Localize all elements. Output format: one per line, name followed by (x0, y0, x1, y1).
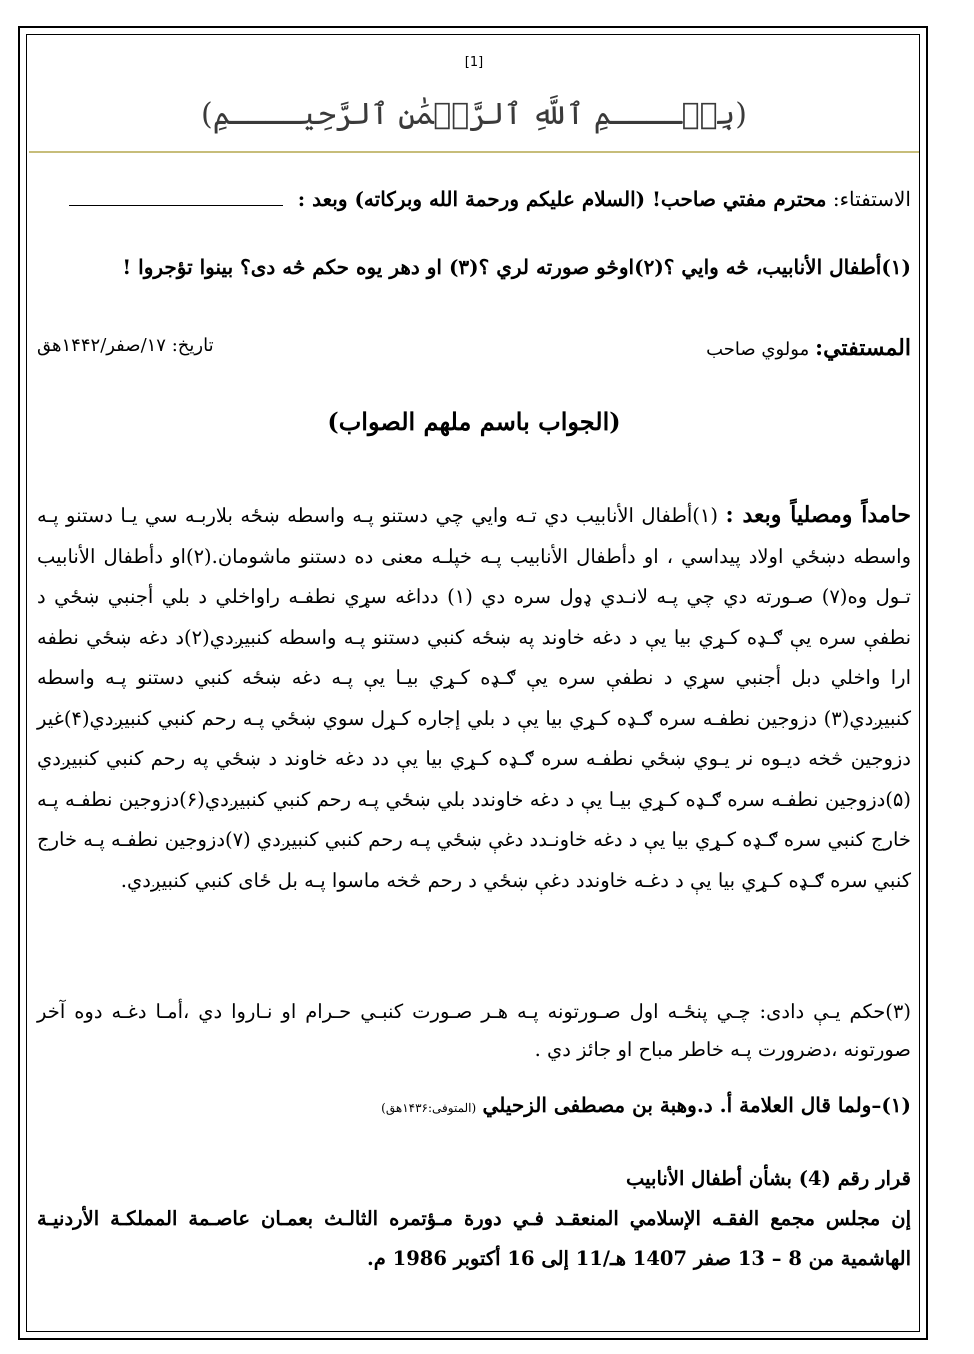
document-content (37, 35, 911, 1331)
citation-note: (المتوفى:۱۴۳۶هق) (381, 1101, 477, 1115)
asker-label: المستفتي: (814, 335, 911, 361)
resolution-line-1: إن مجلس مجمع الفقـه الإسلامي المنعقـد فـي دورة مـؤتمره الثالـث بعمـان عاصـمة المملكـة الأردنيـة (37, 1207, 911, 1230)
page-border-outer (18, 26, 928, 1340)
page-number: [1] (464, 55, 484, 70)
answer-paragraph-3: (۳)حکم يـې دادی: چـي پنځـه اول صـورتونه پـه هـر صـورت کنبـي حـرام او نـاروا دي ،أمـا دغـه دوه آخر صورتونه ،دضرورت پـه خاطر مباح او جائز دي . (37, 1000, 911, 1061)
resolution-block (37, 1159, 911, 1279)
resolution-line-2: الهاشمية من 8 – 13 صفر 1407 هـ/11 إلى 16 أكتوبر 1986 م. (367, 1247, 911, 1270)
question-greeting-line (37, 187, 911, 211)
citation-line (37, 1093, 911, 1117)
question-label: الاستفتاء: (832, 187, 911, 211)
signature-blank-line (69, 205, 283, 206)
answer-paragraph-1 (37, 495, 911, 901)
asker-line (37, 335, 911, 361)
answer-heading: (الجواب باسم ملهم الصواب) (327, 407, 621, 436)
header-divider (29, 151, 919, 153)
bismillah-header: (بِسۡــــمِ ٱللَّهِ ٱلرَّحۡمَٰنِ ٱلرَّحِيــــمِ) (201, 97, 747, 132)
asker-name: مولوي صاحب (706, 339, 810, 360)
resolution-title: قرار رقم (4) بشأن أطفال الأنابيب (626, 1167, 911, 1190)
question-greeting: محترم مفتي صاحب! (السلام عليكم ورحمة الله وبركاته) وبعد : (297, 187, 827, 211)
page-border-inner (26, 34, 920, 1332)
answer-lead: حامداً ومصلياً وبعد : (725, 502, 912, 528)
citation-text: (۱)–ولما قال العلامة أ. د.وهبة بن مصطفى الزحيلي (482, 1093, 911, 1117)
question-text: (۱)أطفال الأنابيب، څه وايي ؟(۲)اوڅو صورته لري ؟(۳) او دهر يوه حکم څه دی؟ بينوا تؤجروا ! (122, 255, 911, 279)
question-date: تاريخ: ۱۷/صفر/۱۴۴۲هق (37, 335, 214, 356)
answer-text-1: (۱)أطفال الأنابيب دي تـه وايي چي دستنو پـه واسطه ښځه بلاربـه سي يـا دستنو پـه واسطه دښځي اولاد پيداسي ، او دأطفال الأنابيب پـه خپلـه معنى ده دستنو ماشومان.(۲)او دأطفال الأنابيب تـول وه(۷) صـورته دي چي پـه لانـدي ډول سره دي (۱) دداغه سړي نطفـه راواخلي د بلي أجنبي ښځي د نطفې سره يې ګـډه کـړي بيا يې د دغه خاوند په ښځه کنبي دستنو پـه واسطه کنبيږدي(۲)د دغه ښځي نطفه ارا واخلي دبل أجنبي سړي د نطفې سره يې ګـډه کـړي بيـا يې پـه دغه ښځه کنبي دستنو پـه واسطه کنبيږدي(۳) دزوجين نطفـه سره ګـډه کـړي بيا يې د بلي إجاره کـړل سوي ښځي پـه رحم کنبي کنبيږدي(۴)غير دزوجين څخه ديـوه نر يـوي ښځي نطفـه سره ګـډه کـړي بيا يې دد دغه خاوند د ښځي په رحم کنبي کنبيږدي (۵)دزوجين نطفـه سره ګـډه کـړي بيـا يې د دغه خاوندد بلي ښځي پـه رحم کنبي کنبيږدي(۶)دزوجين نطفـه پـه خارج کنبي سره ګـډه کـړي بيا يې د دغه خاونـدد دغې ښځي پـه رحم کنبي کنبيږدي (۷)دزوجين نطفـه پـه خارج کنبي سره ګـډه کـړي بيا يې د دغـه خاوندد دغې ښځي د رحم څخه ماسوا پـه بل ځای کنبي کنبيږدي. (37, 504, 912, 892)
